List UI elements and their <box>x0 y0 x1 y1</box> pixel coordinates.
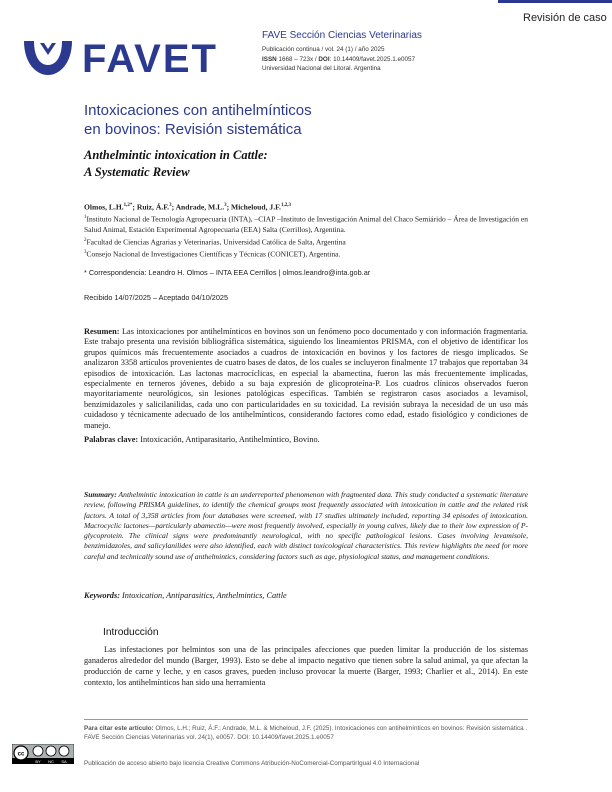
article-title-english: Anthelmintic intoxication in Cattle: A Systematic Review <box>84 148 268 179</box>
license-statement: Publicación de acceso abierto bajo licencia Creative Commons Atribución-NoComercial-CompartirIgual 4.0 Internacional <box>84 760 420 767</box>
svg-text:SA: SA <box>61 759 67 764</box>
cc-license-badge[interactable] <box>12 744 74 764</box>
favet-logo <box>22 33 252 81</box>
section-heading-introduccion: Introducción <box>103 627 159 638</box>
logo-wordmark: FAVET <box>82 37 218 81</box>
article-title: Intoxicaciones con antihelmínticos en bovinos: Revisión sistemática <box>84 102 312 138</box>
journal-info <box>262 30 422 74</box>
case-type-label: Revisión de caso <box>523 12 607 24</box>
affiliations <box>84 213 534 260</box>
keywords: Keywords: Intoxication, Antiparasitics, Anthelmintics, Cattle <box>84 591 287 600</box>
svg-text:NC: NC <box>48 759 54 764</box>
cc-icon-label: cc <box>17 751 25 758</box>
received-accepted-dates: Recibido 14/07/2025 – Aceptado 04/10/2025 <box>84 293 229 302</box>
journal-title: FAVE Sección Ciencias Veterinarias <box>262 30 422 41</box>
authors-line: Olmos, L.H.$^{1,2*}$; Ruiz, Á.F.$^3$; Andrade, M.L.$^3$; Micheloud, J.F.$^{1,2,3}$ <box>84 202 291 212</box>
university-line: Universidad Nacional del Litoral. Argentina <box>262 65 381 72</box>
publication-line: Publicación continua / vol. 24 (1) / año 2025 <box>262 46 385 53</box>
affiliation-1: $^1$Instituto Nacional de Tecnología Agropecuaria (INTA), –CIAP –Instituto de Investigación Animal del Chaco Semiárido – Área de Investigación en Salud Animal, Estación Experimental Agropecuaria (EEA) Salta (Cerrillos), Argentina. <box>84 214 528 235</box>
correspondence: * Correspondencia: Leandro H. Olmos – INTA EEA Cerrillos | olmos.leandro@inta.gob.ar <box>84 268 371 277</box>
introduction-paragraph: Las infestaciones por helmintos son una de las principales afecciones que pueden limitar la producción de los sistemas ganaderos alrededor del mundo (Barger, 1993). Esto se debe al impacto negativo que tienen sobre la salud animal, ya que afectan la producción de carne y leche, y en casos graves, pueden incluso provocar la muerte (Barger, 1993; Charlier et al., 2014). En este contexto, los antihelmínticos han sido una herramienta <box>84 645 528 687</box>
by-icon <box>33 746 43 756</box>
resumen-abstract: Resumen: Las intoxicaciones por antihelmínticos en bovinos son un fenómeno poco documentado y con información fragmentaria. Este trabajo presenta una revisión bibliográfica sistemática, siguiendo los lineamientos PRISMA, con el objetivo de identificar los grupos químicos más frecuentemente asociados a cuadros de intoxicación en bovinos y los factores de riesgo implicados. Se analizaron 3358 artículos provenientes de cuatro bases de datos, de los cuales se incluyeron finalmente 17 trabajos que reportaban 34 episodios de intoxicación. Las lactonas macrocíclicas, en especial la abamectina, fueron las más frecuentemente implicadas, especialmente en terneros jóvenes, debido a su baja expresión de glicoproteína-P. Los cuadros clínicos observados fueron mayoritariamente neurológicos, sin lesiones patológicas específicas. También se registraron casos asociados a levamisol, benzimidazoles y salicilanilidas, cada uno con particularidades en su toxicidad. La revisión subraya la necesidad de un uso más cuidadoso y técnicamente adecuado de los antihelmínticos, considerando factores como edad, estado fisiológico y condiciones de manejo. <box>84 327 528 430</box>
footer-divider <box>84 719 528 720</box>
case-type-tab <box>498 0 612 33</box>
palabras-clave: Palabras clave: Intoxicación, Antiparasitario, Antihelmíntico, Bovino. <box>84 435 320 444</box>
nc-icon <box>46 746 56 756</box>
affiliation-2: $^2$Facultad de Ciencias Agrarias y Veterinarias, Universidad Católica de Salta, Argentina <box>84 237 346 247</box>
citation-note: Para citar este artículo: Olmos, L.H.; Ruiz, Á.F.; Andrade, M.L. & Micheloud, J.F. (2025). Intoxicaciones con antihelmínticos en bovinos: Revisión sistemática . FAVE Sección Ciencias Veterinarias vol. 24(1), e0057. DOI: 10.14409/favet.2025.1.e0057 <box>84 725 528 741</box>
summary-abstract: Summary: Anthelmintic intoxication in cattle is an underreported phenomenon with fragmented data. This study conducted a systematic literature review, following PRISMA guidelines, to identify the chemical groups most frequently associated with intoxication in cattle and the related risk factors. A total of 3,358 articles from four databases were screened, with 17 studies ultimately included, reporting 34 episodes of intoxication. Macrocyclic lactones—particularly abamectin—were most frequently involved, especially in young calves, likely due to their low expression of P-glycoprotein. The clinical signs were predominantly neurological, with no specific pathological lesions. Cases involving levamisole, benzimidazoles, and salicylanilides were also identified, each with distinct toxicological characteristics. This review highlights the need for more careful and technically sound use of anthelmintics, considering factors such as age, physiological status, and management conditions. <box>84 490 528 561</box>
tab-rule <box>498 0 612 3</box>
affiliation-3: $^3$Consejo Nacional de Investigaciones Científicas y Técnicas (CONICET), Argentina. <box>84 249 341 259</box>
sa-icon <box>59 746 69 756</box>
svg-text:BY: BY <box>35 759 41 764</box>
issn-doi-line: ISSN 1668 – 723x / DOI: 10.14409/favet.2025.1.e0057 <box>262 55 416 63</box>
